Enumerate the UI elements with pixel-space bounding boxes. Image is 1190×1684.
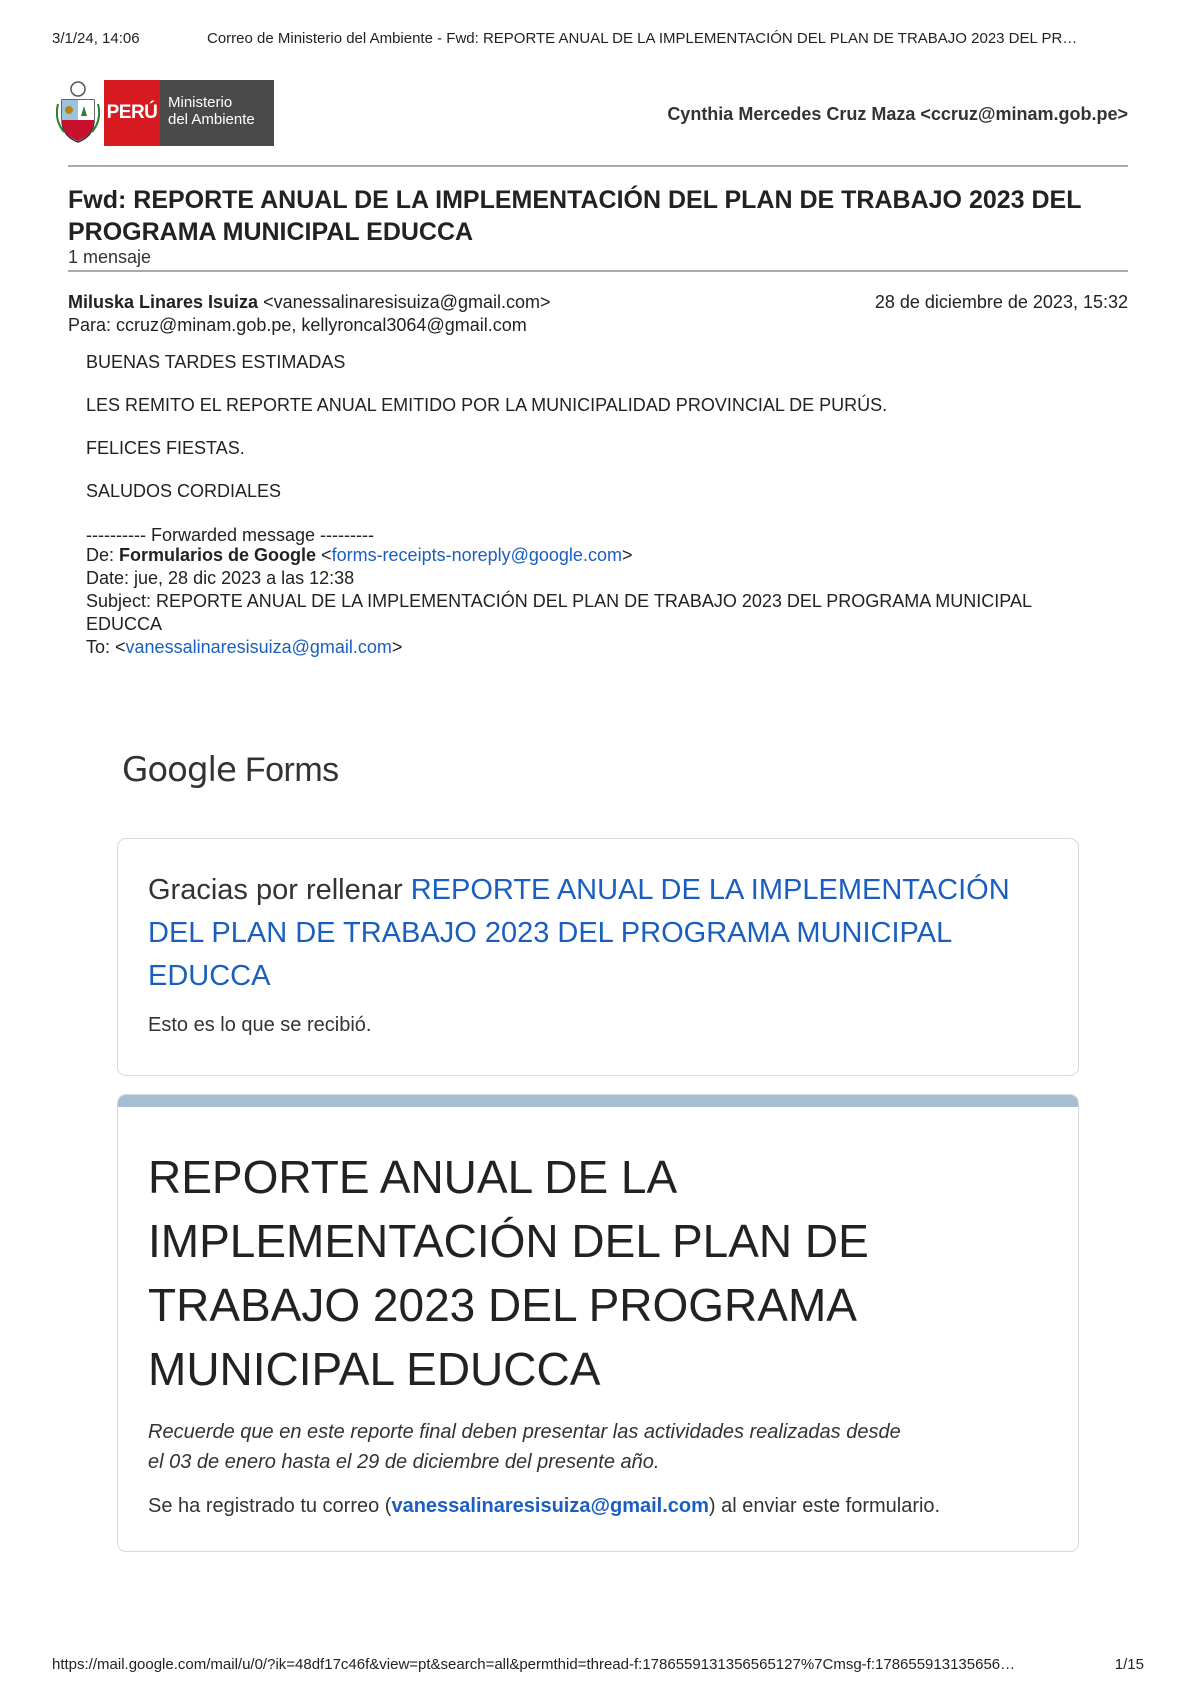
forwarded-to xyxy=(86,636,1046,659)
forwarded-date: Date: jue, 28 dic 2023 a las 12:38 xyxy=(86,568,355,588)
body-line: FELICES FIESTAS. xyxy=(86,438,245,458)
peru-label: PERÚ xyxy=(104,80,160,146)
thanks-prefix: Gracias por rellenar xyxy=(148,874,411,906)
google-forms-logo xyxy=(122,750,339,790)
page-number: 1/15 xyxy=(1114,1656,1144,1673)
google-wordmark: Google xyxy=(122,750,236,790)
forwarded-separator: ---------- Forwarded message --------- xyxy=(86,525,374,545)
thread-subject: Fwd: REPORTE ANUAL DE LA IMPLEMENTACIÓN DEL PLAN DE TRABAJO 2023 DEL PROGRAMA MUNICIPAL EDUCCA xyxy=(68,186,1082,246)
form-link[interactable]: REPORTE ANUAL DE LA IMPLEMENTACIÓN DEL PLAN DE TRABAJO 2023 DEL PROGRAMA MUNICIPAL EDUCCA xyxy=(148,874,1010,992)
print-header xyxy=(0,30,1190,50)
coat-of-arms-icon xyxy=(56,80,100,146)
from-label: De: xyxy=(86,545,120,565)
divider xyxy=(68,270,1128,272)
body-line: BUENAS TARDES ESTIMADAS xyxy=(86,352,346,372)
form-description: Recuerde que en este reporte final deben presentar las actividades realizadas desde el 03 de enero hasta el 29 de diciembre del presente año. xyxy=(148,1421,901,1473)
to-label: To: < xyxy=(86,637,126,657)
form-accent-bar xyxy=(118,1095,1078,1107)
message-count: 1 mensaje xyxy=(68,247,152,267)
forwarded-subject: Subject: REPORTE ANUAL DE LA IMPLEMENTACIÓN DEL PLAN DE TRABAJO 2023 DEL PROGRAMA MUNICIPAL EDUCCA xyxy=(86,591,1032,634)
from-close: > xyxy=(621,545,633,565)
sender-row xyxy=(68,292,1128,313)
ministry-line-1: Ministerio xyxy=(168,94,233,111)
ministry-label xyxy=(160,80,274,146)
form-title: REPORTE ANUAL DE LA IMPLEMENTACIÓN DEL PLAN DE TRABAJO 2023 DEL PROGRAMA MUNICIPAL EDUCCA xyxy=(148,1151,869,1395)
print-footer xyxy=(0,1656,1190,1676)
form-card xyxy=(117,1094,1079,1552)
to-email-link[interactable]: vanessalinaresisuiza@gmail.com xyxy=(125,637,392,657)
forwarded-headers xyxy=(86,544,1046,659)
received-text: Esto es lo que se recibió. xyxy=(148,1014,372,1036)
from-email-link[interactable]: forms-receipts-noreply@google.com xyxy=(331,545,622,565)
form-email-notice xyxy=(148,1495,940,1518)
from-name: Formularios de Google xyxy=(119,545,317,565)
divider xyxy=(68,165,1128,167)
forms-wordmark: Forms xyxy=(235,751,339,789)
print-date: 3/1/24, 14:06 xyxy=(52,30,140,47)
ministry-line-2: del Ambiente xyxy=(168,111,255,128)
email-suffix: ) al enviar este formulario. xyxy=(708,1495,941,1517)
to-close: > xyxy=(391,637,403,657)
from-open: < xyxy=(316,545,332,565)
thanks-text xyxy=(148,869,1048,998)
recipients: Para: ccruz@minam.gob.pe, kellyroncal3064@gmail.com xyxy=(68,315,527,335)
account-name: Cynthia Mercedes Cruz Maza <ccruz@minam.gob.pe> xyxy=(667,104,1128,124)
sender-name: Miluska Linares Isuiza xyxy=(68,292,259,312)
message-date: 28 de diciembre de 2023, 15:32 xyxy=(874,292,1128,312)
body-line: LES REMITO EL REPORTE ANUAL EMITIDO POR LA MUNICIPALIDAD PROVINCIAL DE PURÚS. xyxy=(86,395,888,415)
body-line: SALUDOS CORDIALES xyxy=(86,481,282,501)
forwarded-from xyxy=(86,544,1046,567)
respondent-email-link[interactable]: vanessalinaresisuiza@gmail.com xyxy=(391,1495,709,1517)
print-title: Correo de Ministerio del Ambiente - Fwd: REPORTE ANUAL DE LA IMPLEMENTACIÓN DEL PLAN DE TRABAJO 2023 DEL PR… xyxy=(207,30,1078,47)
email-prefix: Se ha registrado tu correo ( xyxy=(148,1495,392,1517)
sender-email: <vanessalinaresisuiza@gmail.com> xyxy=(258,292,551,312)
print-url: https://mail.google.com/mail/u/0/?ik=48df17c46f&view=pt&search=all&permthid=thread-f:1786559131356565127%7Cmsg-f:178655913135656… xyxy=(52,1656,1016,1673)
minam-logo xyxy=(56,80,274,146)
thanks-card xyxy=(117,838,1079,1076)
